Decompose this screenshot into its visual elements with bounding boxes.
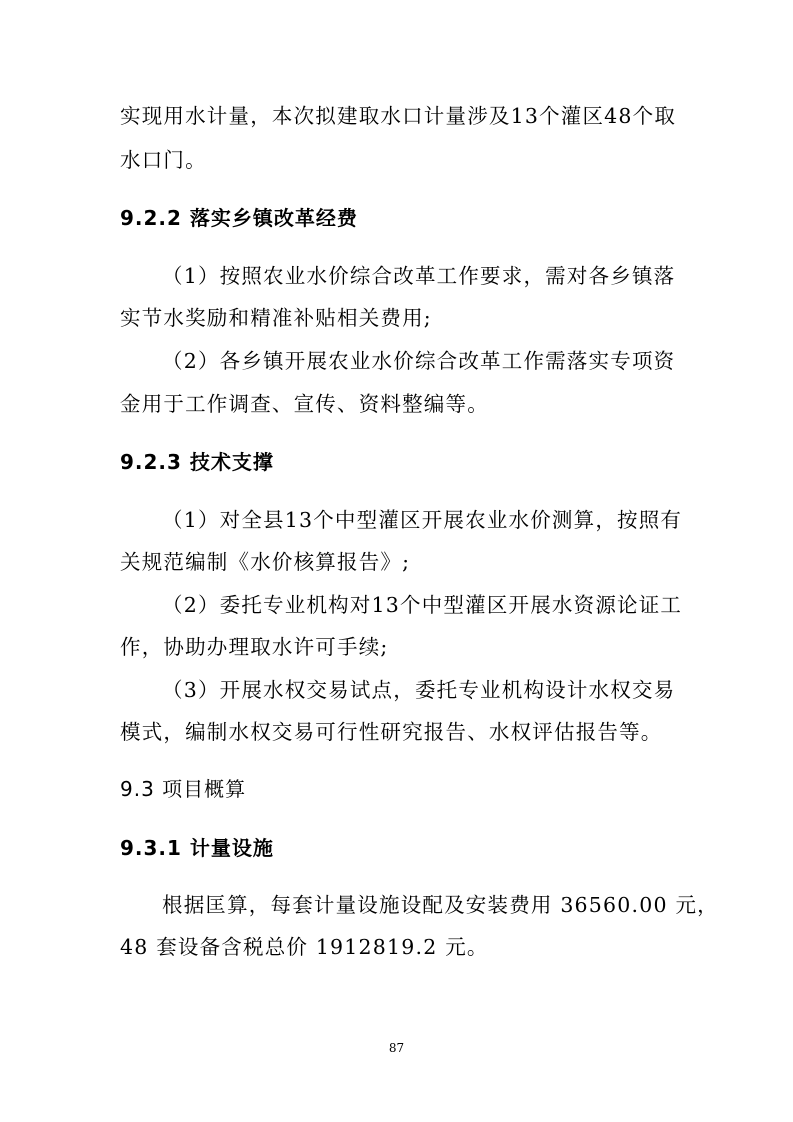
paragraph-line: 48 套设备含税总价 1912819.2 元。 <box>120 935 489 959</box>
paragraph-line: （1）对全县13个中型灌区开展农业水价测算，按照有 <box>162 508 683 532</box>
section-heading-9-3: 9.3 项目概算 <box>120 777 247 801</box>
paragraph-line: 作，协助办理取水许可手续; <box>120 635 389 659</box>
paragraph-line: 根据匡算，每套计量设施设配及安装费用 36560.00 元， <box>162 893 719 917</box>
paragraph-line: 实现用水计量，本次拟建取水口计量涉及13个灌区48个取 <box>120 104 677 128</box>
paragraph-line: （3）开展水权交易试点，委托专业机构设计水权交易 <box>162 678 676 702</box>
paragraph-line: 金用于工作调查、宣传、资料整编等。 <box>120 392 489 416</box>
paragraph-line: （2）委托专业机构对13个中型灌区开展水资源论证工 <box>162 593 683 617</box>
paragraph-line: （1）按照农业水价综合改革工作要求，需对各乡镇落 <box>162 264 676 288</box>
paragraph-line: 模式，编制水权交易可行性研究报告、水权评估报告等。 <box>120 720 663 744</box>
paragraph-line: 关规范编制《水价核算报告》; <box>120 550 411 574</box>
paragraph-line: （2）各乡镇开展农业水价综合改革工作需落实专项资 <box>162 349 676 373</box>
section-heading-9-2-3: 9.2.3 技术支撑 <box>120 450 274 474</box>
page-number: 87 <box>388 1041 405 1055</box>
paragraph-line: 实节水奖励和精准补贴相关费用; <box>120 306 432 330</box>
paragraph-line: 水口门。 <box>120 148 207 172</box>
section-heading-9-2-2: 9.2.2 落实乡镇改革经费 <box>120 206 358 230</box>
section-heading-9-3-1: 9.3.1 计量设施 <box>120 836 274 860</box>
